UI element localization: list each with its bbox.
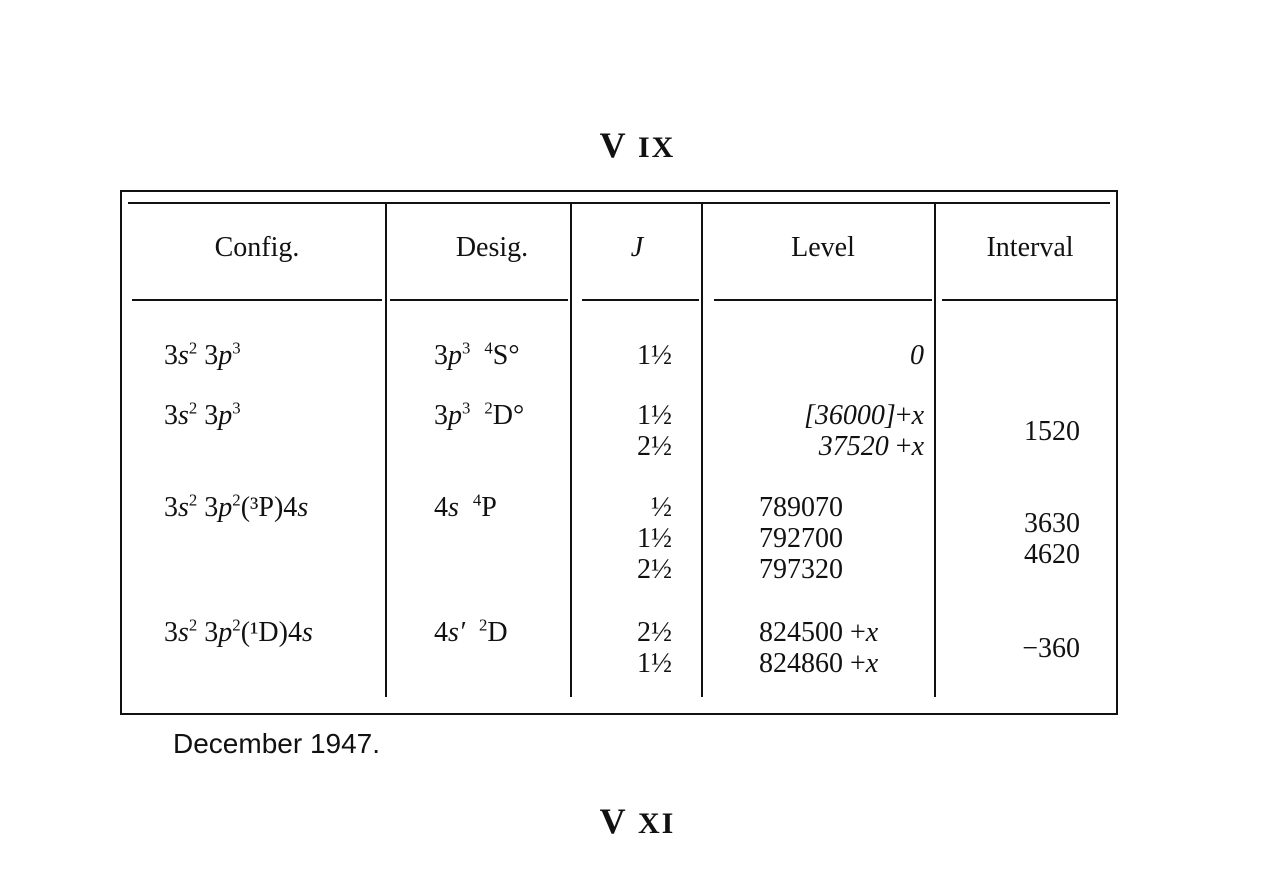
- orbital-letter: s: [448, 492, 459, 523]
- superscript: 3: [462, 398, 471, 418]
- header-level: Level: [791, 232, 855, 263]
- j-value: 1½: [637, 648, 672, 679]
- unknown-offset: x: [865, 648, 879, 679]
- term-symbol: D°: [492, 400, 525, 431]
- term-symbol: S°: [492, 340, 520, 371]
- interval-value: 1520: [1024, 416, 1080, 447]
- interval-value: 3630: [1024, 508, 1080, 539]
- level-value: 824500 +x: [759, 617, 879, 648]
- config-cell: $3s^2$ $3p^2(^1D)4s$: [164, 615, 313, 648]
- superscript: 3: [462, 338, 471, 358]
- superscript: 2: [188, 490, 198, 510]
- level-number: 789070: [759, 492, 843, 523]
- superscript: 2: [232, 615, 241, 635]
- orbital-letter: s′: [448, 617, 466, 648]
- orbital-letter: p: [218, 492, 233, 523]
- config-cell: $3s^2$ $3p^2(^3P)4s$: [164, 490, 309, 523]
- config-cell: $3s^2$ $3p^3$: [164, 398, 241, 431]
- j-value: 1½: [637, 340, 672, 371]
- unknown-offset: x: [865, 617, 879, 648]
- level-value: 824860 +x: [759, 648, 879, 679]
- orbital-letter: p: [218, 617, 233, 648]
- orbital-letter: s: [178, 617, 189, 648]
- orbital-letter: p: [218, 400, 233, 431]
- level-number: 37520: [818, 431, 889, 462]
- header-rule: [714, 299, 932, 301]
- config-parent-term: (³P)4s: [240, 492, 309, 523]
- j-value: 2½: [637, 617, 672, 648]
- level-value: [759, 523, 843, 554]
- level-number: 0: [910, 340, 924, 371]
- header-rule: [132, 299, 382, 301]
- level-value: [36000]+x: [803, 400, 924, 431]
- level-number: 824860: [759, 648, 843, 679]
- level-value: [759, 340, 924, 371]
- header-j: J: [630, 232, 644, 263]
- orbital-letter: p: [448, 340, 462, 371]
- orbital-letter: s: [178, 400, 189, 431]
- j-value: 2½: [637, 431, 672, 462]
- column-divider: [701, 204, 703, 697]
- superscript: 3: [232, 398, 241, 418]
- level-number: [36000]: [803, 400, 896, 431]
- level-value: 37520 +x: [818, 431, 924, 462]
- header-interval: Interval: [986, 232, 1074, 263]
- header-config: Config.: [214, 232, 300, 263]
- designation-cell: 4s $^4$P: [434, 490, 497, 523]
- j-value: 2½: [637, 554, 672, 585]
- energy-level-table: [120, 190, 1118, 715]
- j-value: 1½: [637, 400, 672, 431]
- superscript: 2: [232, 490, 241, 510]
- table-title: V IX: [599, 125, 676, 165]
- term-multiplicity: 4: [484, 338, 493, 358]
- term-multiplicity: 4: [472, 490, 482, 510]
- orbital-letter: s: [178, 492, 189, 523]
- column-divider: [934, 204, 936, 697]
- header-rule: [942, 299, 1118, 301]
- interval-value: 4620: [1024, 539, 1080, 570]
- orbital-letter: p: [218, 340, 233, 371]
- j-value: ½: [651, 492, 672, 523]
- orbital-letter: p: [448, 400, 462, 431]
- superscript: 2: [188, 398, 198, 418]
- level-number: 797320: [759, 554, 843, 585]
- level-value: [759, 554, 843, 585]
- j-value: 1½: [637, 523, 672, 554]
- next-table-title: V XI: [599, 801, 676, 841]
- footnote-date: December 1947.: [173, 728, 381, 759]
- unknown-offset: x: [911, 431, 924, 462]
- term-symbol: P: [481, 492, 497, 523]
- config-cell: $3s^2$ $3p^3$: [164, 338, 241, 371]
- superscript: 3: [232, 338, 241, 358]
- designation-cell: $3p^3$ $^2$D°: [434, 398, 525, 431]
- level-value: [759, 492, 843, 523]
- superscript: 2: [188, 615, 198, 635]
- unknown-offset: x: [911, 400, 924, 431]
- header-rule: [390, 299, 568, 301]
- designation-cell: 4s′ $^2$D: [434, 615, 508, 648]
- header-rule: [582, 299, 699, 301]
- column-divider: [385, 204, 387, 697]
- config-parent-term: (¹D)4s: [240, 617, 313, 648]
- orbital-letter: s: [178, 340, 189, 371]
- table-top-rule: [128, 202, 1110, 204]
- term-multiplicity: 2: [484, 398, 493, 418]
- level-number: 792700: [759, 523, 843, 554]
- header-desig: Desig.: [455, 232, 529, 263]
- level-number: 824500: [759, 617, 843, 648]
- superscript: 2: [188, 338, 198, 358]
- interval-value: −360: [1022, 633, 1080, 664]
- term-symbol: D: [487, 617, 508, 648]
- term-multiplicity: 2: [479, 615, 488, 635]
- designation-cell: $3p^3$ $^4$S°: [434, 338, 520, 371]
- column-divider: [570, 204, 572, 697]
